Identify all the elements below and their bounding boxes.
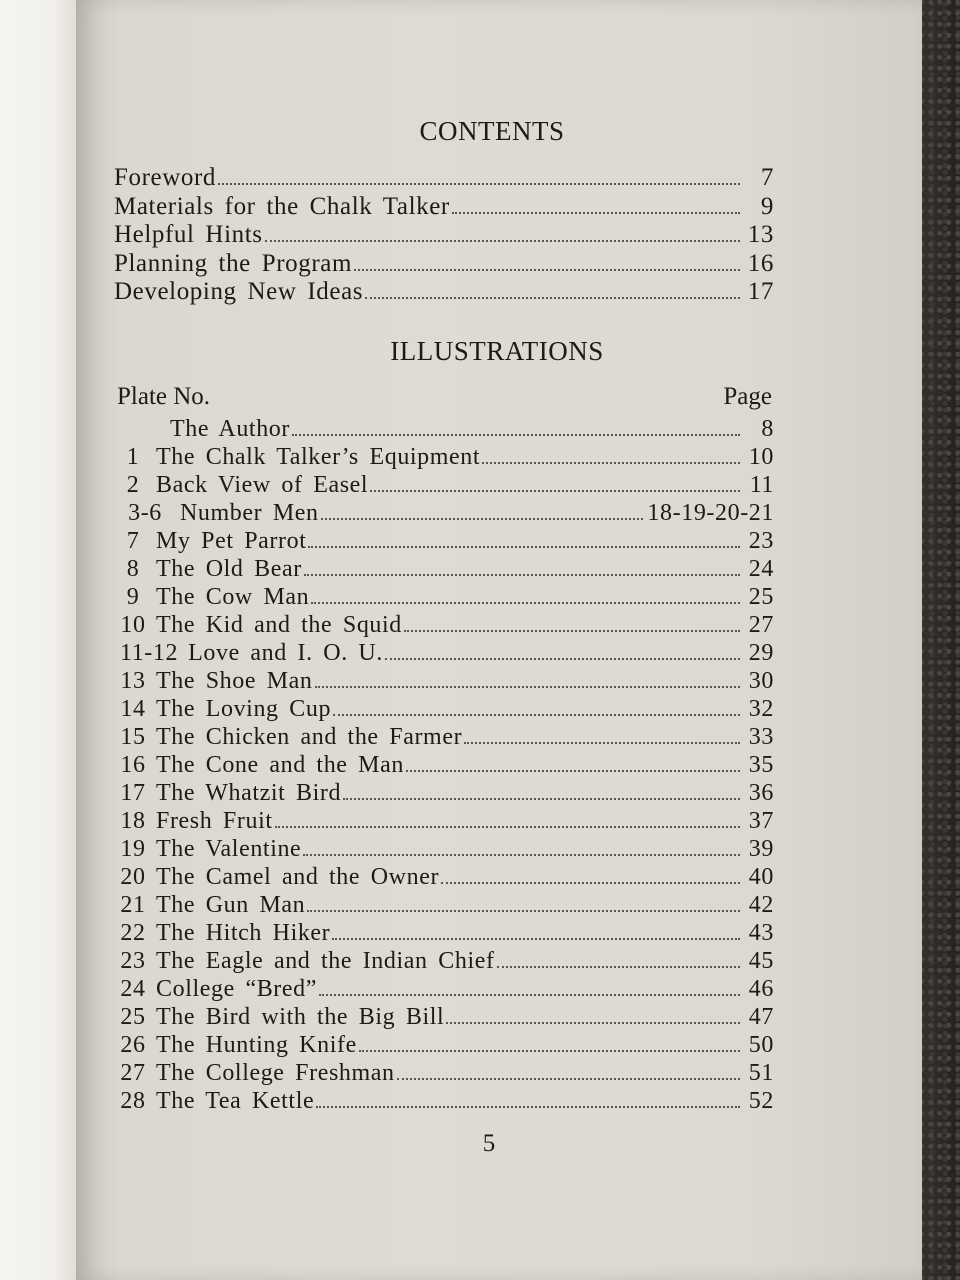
dot-leader	[333, 714, 740, 716]
dot-leader	[332, 938, 740, 940]
plate-number: 24	[120, 976, 146, 1002]
entry-page: 42	[748, 892, 774, 918]
illustration-entry	[120, 864, 774, 892]
plate-column-heading: Plate No.	[117, 383, 211, 410]
entry-page: 24	[748, 556, 774, 582]
entry-page: 40	[748, 864, 774, 890]
entry-page: 13	[747, 221, 774, 249]
dot-leader	[265, 240, 740, 242]
entry-title: Planning the Program	[114, 249, 353, 277]
entry-title: Foreword	[114, 164, 217, 191]
entry-page: 9	[760, 192, 774, 220]
illustration-entry	[120, 612, 774, 640]
entry-page: 7	[760, 164, 774, 191]
entry-page: 36	[748, 780, 774, 806]
dot-leader	[343, 798, 740, 800]
illustration-entry	[120, 948, 774, 976]
entry-title: The Loving Cup	[156, 696, 332, 722]
entry-title: Developing New Ideas	[114, 278, 364, 306]
plate-number: 8	[126, 556, 140, 582]
entry-title: The Author	[170, 416, 290, 442]
entry-page: 27	[748, 612, 774, 638]
entry-title: Love and I. O. U.	[188, 640, 383, 666]
dot-leader	[315, 686, 740, 688]
illustrations-heading: ILLUSTRATIONS	[390, 336, 604, 366]
entry-title: The Cow Man	[156, 584, 310, 610]
illustration-entry	[120, 780, 774, 808]
contents-entry	[114, 221, 774, 250]
illustration-entry	[120, 640, 774, 668]
entry-page: 17	[747, 278, 774, 306]
dot-leader	[304, 574, 740, 576]
dot-leader	[452, 212, 740, 214]
contents-list	[114, 164, 774, 307]
plate-number: 3-6	[128, 500, 162, 526]
entry-title: Helpful Hints	[114, 221, 263, 249]
entry-page: 52	[748, 1088, 774, 1114]
entry-page: 46	[748, 976, 774, 1002]
dot-leader	[385, 658, 740, 660]
entry-page: 35	[748, 752, 774, 778]
plate-number: 21	[120, 892, 146, 918]
entry-title: The Whatzit Bird	[156, 780, 342, 806]
dot-leader	[404, 630, 740, 632]
entry-title: The Shoe Man	[156, 668, 313, 694]
entry-page: 25	[748, 584, 774, 610]
contents-entry	[114, 278, 774, 307]
entry-page: 47	[748, 1004, 774, 1030]
dot-leader	[303, 854, 740, 856]
dot-leader	[354, 269, 740, 271]
illustration-entry	[120, 500, 774, 528]
dot-leader	[446, 1022, 740, 1024]
illustration-entry	[120, 724, 774, 752]
illustration-entry	[120, 836, 774, 864]
entry-page: 45	[748, 948, 774, 974]
plate-number: 19	[120, 836, 146, 862]
contents-entry	[114, 164, 774, 193]
dot-leader	[311, 602, 740, 604]
plate-number: 23	[120, 948, 146, 974]
plate-number: 17	[120, 780, 146, 806]
entry-title: The Chalk Talker’s Equipment	[156, 444, 481, 470]
dot-leader	[497, 966, 740, 968]
plate-number: 16	[120, 752, 146, 778]
illustration-entry	[120, 1032, 774, 1060]
dot-leader	[321, 518, 644, 520]
illustration-entry	[120, 668, 774, 696]
plate-number: 26	[120, 1032, 146, 1058]
entry-title: The Hunting Knife	[156, 1032, 357, 1058]
illustration-entry	[120, 1088, 774, 1116]
dot-leader	[292, 434, 740, 436]
illustration-entry	[120, 696, 774, 724]
dot-leader	[365, 297, 740, 299]
plate-number: 9	[126, 584, 140, 610]
entry-title: Materials for the Chalk Talker	[114, 192, 450, 220]
page-number: 5	[482, 1130, 496, 1157]
illustration-entry	[120, 416, 774, 444]
entry-title: The Old Bear	[156, 556, 302, 582]
entry-title: My Pet Parrot	[156, 528, 307, 554]
dot-leader	[464, 742, 740, 744]
entry-title: Back View of Easel	[156, 472, 369, 498]
dot-leader	[307, 910, 740, 912]
entry-title: The Eagle and the Indian Chief	[156, 948, 495, 974]
entry-title: The Bird with the Big Bill	[156, 1004, 445, 1030]
entry-page: 51	[748, 1060, 774, 1086]
entry-title: The Hitch Hiker	[156, 920, 331, 946]
entry-page: 29	[748, 640, 774, 666]
contents-entry	[114, 193, 774, 222]
entry-title: The Tea Kettle	[156, 1088, 315, 1114]
illustration-entry	[120, 976, 774, 1004]
illustration-entry	[120, 556, 774, 584]
entry-title: The Cone and the Man	[156, 752, 404, 778]
page-column-heading: Page	[723, 383, 772, 410]
dot-leader	[482, 462, 740, 464]
entry-page: 39	[748, 836, 774, 862]
plate-number: 20	[120, 864, 146, 890]
plate-number: 22	[120, 920, 146, 946]
entry-title: College “Bred”	[156, 976, 318, 1002]
plate-number: 18	[120, 808, 146, 834]
plate-number: 27	[120, 1060, 146, 1086]
plate-number: 10	[120, 612, 146, 638]
entry-page: 32	[748, 696, 774, 722]
dot-leader	[406, 770, 740, 772]
entry-page: 23	[748, 528, 774, 554]
illustration-entry	[120, 808, 774, 836]
entry-page: 11	[749, 472, 774, 498]
plate-number: 25	[120, 1004, 146, 1030]
entry-page: 10	[748, 444, 774, 470]
illustration-entry	[120, 752, 774, 780]
plate-number: 13	[120, 668, 146, 694]
entry-page: 18-19-20-21	[647, 500, 774, 526]
entry-title: Number Men	[180, 500, 319, 526]
dot-leader	[319, 994, 740, 996]
plate-number: 11-12	[120, 640, 179, 666]
plate-number: 2	[126, 472, 140, 498]
dot-leader	[308, 546, 740, 548]
plate-number: 28	[120, 1088, 146, 1114]
entry-title: The College Freshman	[156, 1060, 395, 1086]
entry-title: The Gun Man	[156, 892, 306, 918]
entry-title: Fresh Fruit	[156, 808, 273, 834]
illustration-entry	[120, 528, 774, 556]
illustrations-list	[120, 416, 774, 1116]
entry-page: 33	[748, 724, 774, 750]
illustration-entry	[120, 892, 774, 920]
entry-title: The Valentine	[156, 836, 302, 862]
plate-number: 15	[120, 724, 146, 750]
contents-heading: CONTENTS	[419, 116, 565, 146]
entry-title: The Kid and the Squid	[156, 612, 402, 638]
illustration-entry	[120, 1004, 774, 1032]
dot-leader	[441, 882, 740, 884]
plate-number: 7	[126, 528, 140, 554]
entry-title: The Camel and the Owner	[156, 864, 440, 890]
dot-leader	[275, 826, 740, 828]
entry-page: 30	[748, 668, 774, 694]
dot-leader	[218, 183, 740, 185]
illustration-entry	[120, 444, 774, 472]
entry-page: 8	[761, 416, 774, 442]
dot-leader	[316, 1106, 740, 1108]
entry-page: 16	[747, 249, 774, 277]
dot-leader	[359, 1050, 740, 1052]
contents-entry	[114, 250, 774, 279]
dot-leader	[397, 1078, 740, 1080]
plate-number: 14	[120, 696, 146, 722]
entry-page: 43	[748, 920, 774, 946]
dot-leader	[370, 490, 740, 492]
illustration-entry	[120, 1060, 774, 1088]
book-page	[76, 0, 922, 1280]
entry-title: The Chicken and the Farmer	[156, 724, 463, 750]
entry-page: 50	[748, 1032, 774, 1058]
entry-page: 37	[748, 808, 774, 834]
plate-number: 1	[126, 444, 140, 470]
illustration-entry	[120, 920, 774, 948]
illustration-entry	[120, 472, 774, 500]
illustration-entry	[120, 584, 774, 612]
